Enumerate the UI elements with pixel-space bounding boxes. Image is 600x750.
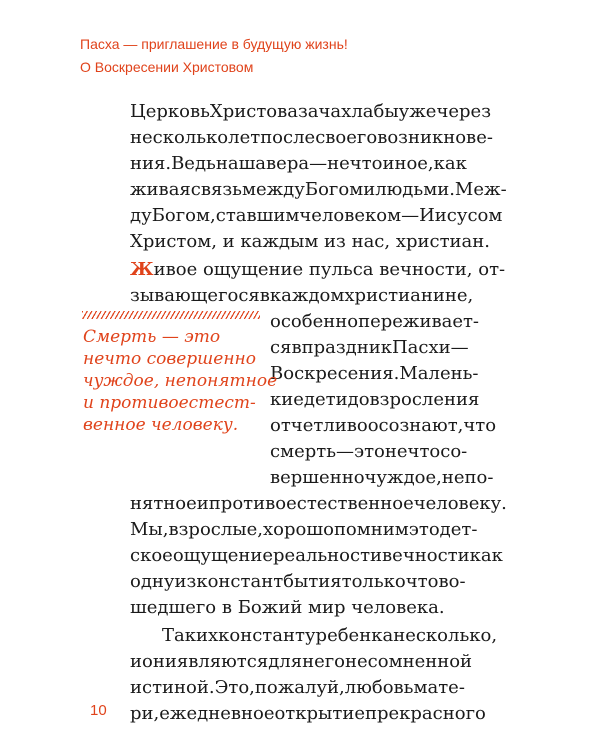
text-line: ри, ежедневное открытие прекрасного <box>130 703 486 724</box>
text-line: ния. Ведь наша вера — не что иное, как <box>130 153 467 174</box>
text-line: и они являются для него несомненной <box>130 651 473 672</box>
text-line: кие дети до взросления <box>270 389 480 410</box>
text-line: ся в праздник Пасхи — <box>270 337 469 358</box>
pullquote-line: чуждое, непонятное <box>83 371 278 391</box>
text-line: живая связь между Богом и людьми. Меж- <box>130 179 507 200</box>
text-line: зывающегося в каждом христианине, <box>130 285 474 306</box>
text-line: вершенно чуждое, непо- <box>270 467 494 488</box>
pullquote-line: венное человеку. <box>83 415 239 435</box>
pullquote-hatch-rule <box>82 311 260 319</box>
text-line: несколько лет после своего возникнове- <box>130 127 493 148</box>
page-number: 10 <box>90 702 107 719</box>
first-line-rest: ивое ощущение пульса вечности, от- <box>153 259 506 280</box>
text-line: ское ощущение реальности вечности как <box>130 545 503 566</box>
first-line <box>130 257 506 283</box>
pullquote <box>83 326 277 436</box>
text-line: Воскресения. Малень- <box>270 363 479 384</box>
text-line: особенно переживает- <box>270 311 480 332</box>
text-line: одну из констант бытия только что во- <box>130 571 466 592</box>
text-line: Мы, взрослые, хорошо помним это дет- <box>130 519 478 540</box>
text-line: Таких констант у ребенка несколько, <box>162 625 498 646</box>
text-line: отчетливо осознают, что <box>270 415 497 436</box>
drop-letter: Ж <box>130 259 154 280</box>
pullquote-line: нечто совершенно <box>83 349 256 369</box>
text-line: смерть — это нечто со- <box>270 441 468 462</box>
text-line: шедшего в Божий мир человека. <box>130 597 445 618</box>
text-line: нятное и противоестественное человеку. <box>130 493 507 514</box>
text-line: Христом, и каждым из нас, христиан. <box>130 231 490 252</box>
book-title: Пасха — приглашение в будущую жизнь! <box>80 36 348 52</box>
text-line: Церковь Христова зачахла бы уже через <box>130 101 492 122</box>
text-line: ду Богом, ставшим человеком — Иисусом <box>130 205 503 226</box>
pullquote-line: Смерть — это <box>83 327 221 347</box>
text-line: истиной. Это, пожалуй, любовь мате- <box>130 677 465 698</box>
pullquote-line: и противоестест- <box>83 393 256 413</box>
chapter-title: О Воскресении Христовом <box>80 59 254 75</box>
